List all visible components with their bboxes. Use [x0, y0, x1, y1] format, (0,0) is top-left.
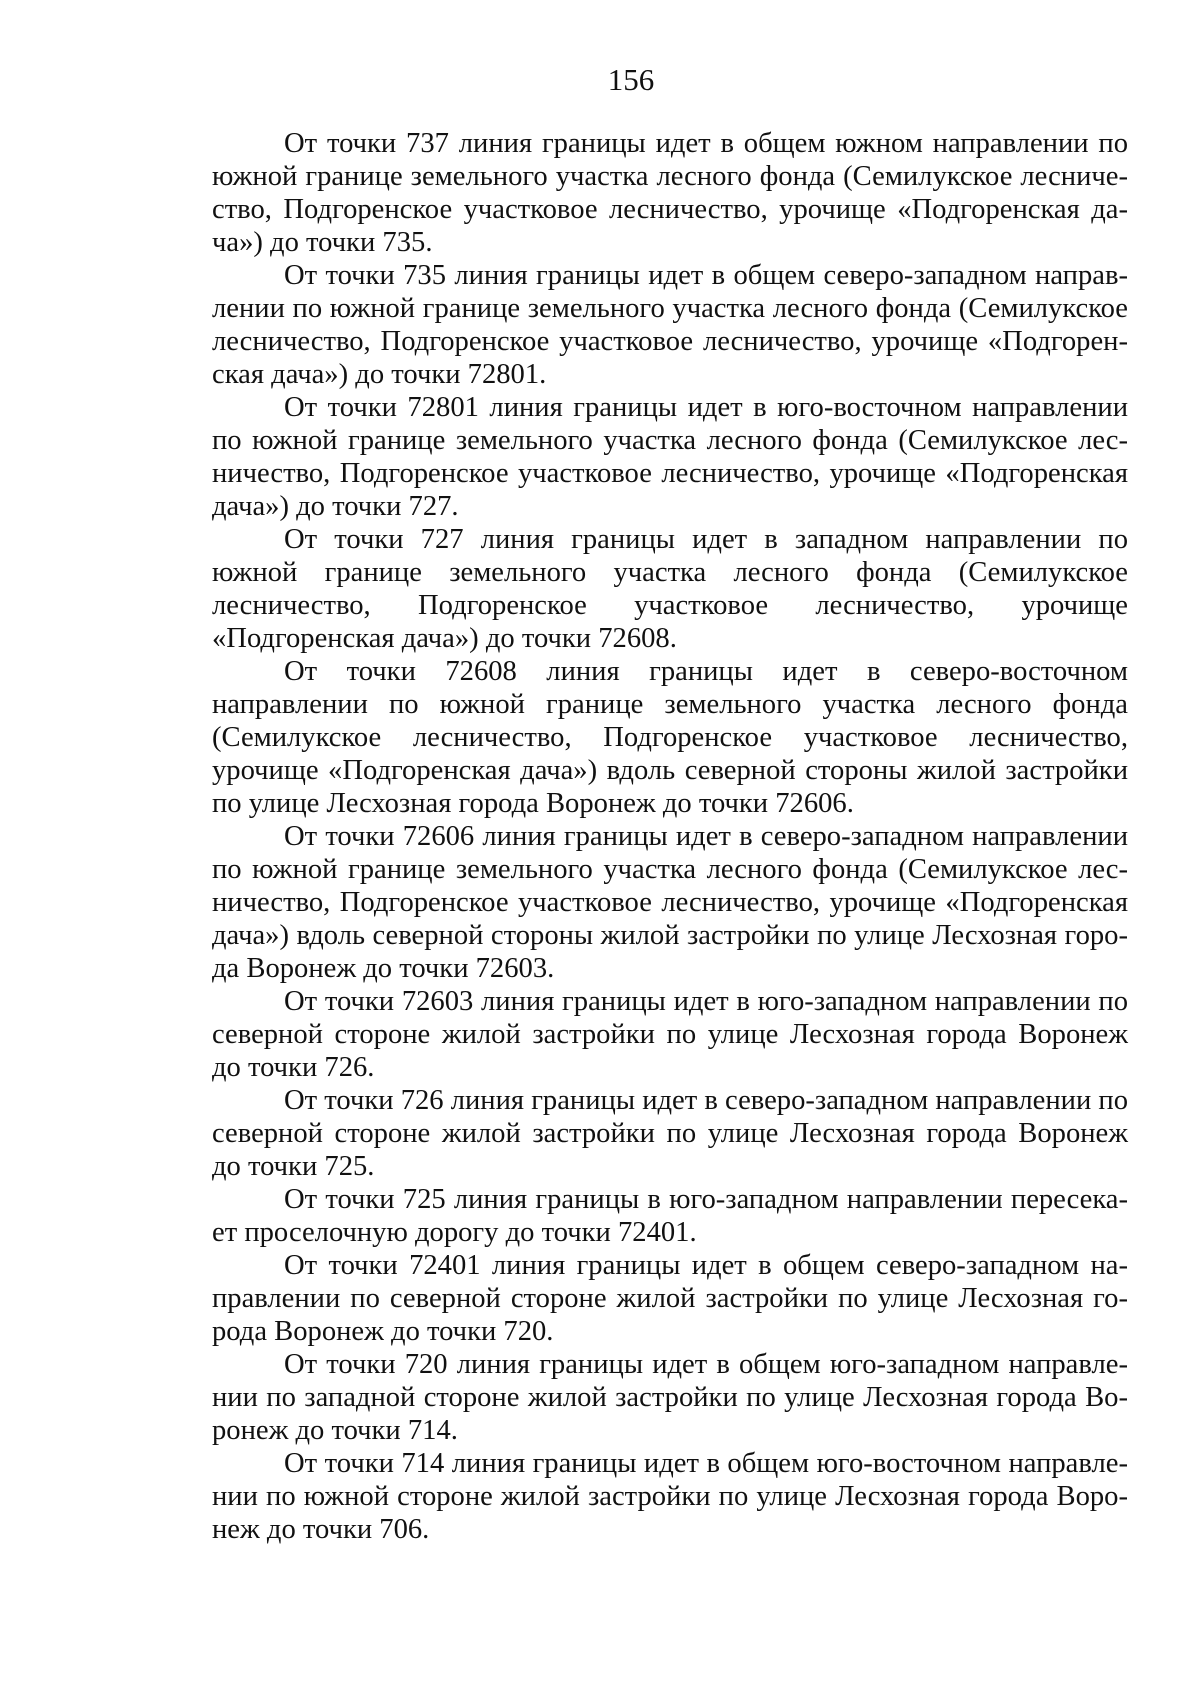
- paragraph: От точки 727 линия границы идет в западном направлении по южной границе земельного участка лесного фонда (Семилукское лесничество, Подгоренское участковое лесничество, урочище «Подгоренская дача») до точки 72608.: [212, 524, 1128, 654]
- paragraph: От точки 72606 линия границы идет в северо-западном направлении по южной границе земельного участка лесного фонда (Семилукское лесничество, Подгоренское участковое лесничество, урочище «Подгоренская дача») вдоль северной стороны жилой застройки по улице Лесхозная города Воронеж до точки 72603.: [212, 821, 1128, 984]
- paragraph: От точки 72608 линия границы идет в северо-восточном направлении по южной границе земельного участка лесного фонда (Семилукское лесничество, Подгоренское участковое лесничество, урочище «Подгоренская дача») вдоль северной стороны жилой застройки по улице Лесхозная города Воронеж до точки 72606.: [212, 656, 1128, 819]
- paragraph: От точки 725 линия границы в юго-западном направлении пересекает проселочную дорогу до точки 72401.: [212, 1184, 1128, 1248]
- paragraph: От точки 726 линия границы идет в северо-западном направлении по северной стороне жилой застройки по улице Лесхозная города Воронеж до точки 725.: [212, 1085, 1128, 1182]
- paragraph: От точки 720 линия границы идет в общем юго-западном направлении по западной стороне жилой застройки по улице Лесхозная города Воронеж до точки 714.: [212, 1349, 1128, 1446]
- paragraph: От точки 72401 линия границы идет в общем северо-западном направлении по северной стороне жилой застройки по улице Лесхозная города Воронеж до точки 720.: [212, 1250, 1128, 1347]
- page-number: 156: [607, 62, 655, 97]
- document-body: [212, 127, 1128, 1546]
- paragraph: От точки 714 линия границы идет в общем юго-восточном направлении по южной стороне жилой застройки по улице Лесхозная города Воронеж до точки 706.: [212, 1448, 1128, 1545]
- paragraph: От точки 72603 линия границы идет в юго-западном направлении по северной стороне жилой застройки по улице Лесхозная города Воронеж до точки 726.: [212, 986, 1128, 1083]
- paragraph: От точки 72801 линия границы идет в юго-восточном направлении по южной границе земельного участка лесного фонда (Семилукское лесничество, Подгоренское участковое лесничество, урочище «Подгоренская дача») до точки 727.: [212, 392, 1128, 522]
- paragraph: От точки 735 линия границы идет в общем северо-западном направлении по южной границе земельного участка лесного фонда (Семилукское лесничество, Подгоренское участковое лесничество, урочище «Подгоренская дача») до точки 72801.: [212, 260, 1128, 390]
- paragraph: От точки 737 линия границы идет в общем южном направлении по южной границе земельного участка лесного фонда (Семилукское лесничество, Подгоренское участковое лесничество, урочище «Подгоренская дача») до точки 735.: [212, 128, 1128, 258]
